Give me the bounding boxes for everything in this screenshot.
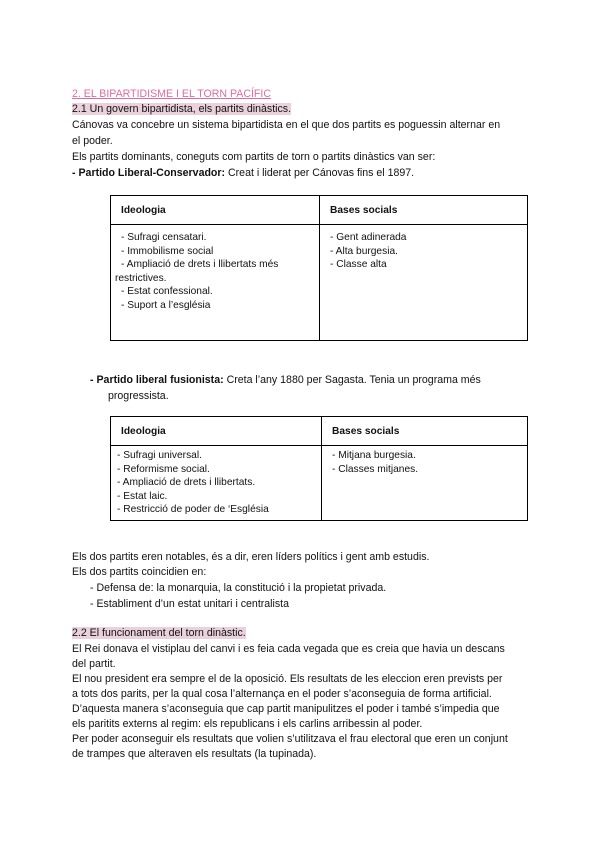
list-item: - Sufragi censatari.	[121, 232, 207, 243]
paragraph-line: a tots dos parits, per la qual cosa l’alternança en el poder s’aconseguia de forma artificial.	[72, 688, 492, 700]
paragraph-line: el poder.	[72, 135, 113, 147]
common-item: - Establiment d’un estat unitari i centralista	[90, 598, 290, 610]
subsection-title-2-text: 2.2 El funcionament del torn dinàstic.	[72, 627, 246, 639]
list-item: - Gent adinerada	[330, 232, 407, 243]
party1-col-ideology-header: Ideologia	[111, 196, 320, 225]
paragraph-line: El nou president era sempre el de la oposició. Els resultats de les eleccion eren prevists per	[72, 673, 503, 685]
subsection-title-1-text: 2.1 Un govern bipartidista, els partits dinàstics.	[72, 103, 292, 115]
list-item: - Mitjana burgesia.	[332, 450, 416, 461]
paragraph-line: de trampes que alteraven els resultats (la tupinada).	[72, 748, 317, 760]
party2-dash: -	[90, 374, 97, 386]
paragraph-line: Cánovas va concebre un sistema bipartidista en el que dos partits es poguessin alternar en	[72, 119, 501, 131]
list-item: - Estat confessional.	[121, 286, 213, 297]
list-item: - Ampliació de drets i llibertats més	[121, 259, 279, 270]
party2-desc: Creta l’any 1880 per Sagasta. Tenia un programa més	[223, 374, 481, 386]
list-item: - Classe alta	[330, 259, 387, 270]
list-item: - Ampliació de drets i llibertats.	[117, 477, 256, 488]
section-title: 2. EL BIPARTIDISME I EL TORN PACÍFIC	[72, 88, 271, 100]
list-item: - Estat laic.	[117, 490, 168, 502]
party1-bases-cell	[320, 225, 528, 341]
paragraph-line: D’aquesta manera s’aconseguia que cap partit manipulitzes el poder i també s’impedia que	[72, 703, 500, 715]
party1-dash: -	[72, 167, 79, 179]
party2-bases-cell	[322, 446, 528, 521]
party2-table	[110, 416, 528, 521]
common-item: - Defensa de: la monarquia, la constitució i la propietat privada.	[90, 582, 387, 594]
list-item: - Reformisme social.	[117, 463, 210, 475]
party1-line	[72, 166, 414, 180]
subsection-title-1	[72, 102, 291, 116]
paragraph-line: El Rei donava el vistiplau del canvi i es feia cada vegada que es creia que havia un descans	[72, 643, 505, 655]
party2-name: Partido liberal fusionista:	[96, 374, 224, 386]
list-item: restrictives.	[115, 272, 167, 284]
list-item: - Suport a l’església	[121, 299, 211, 311]
paragraph-line: els paritits externs al regim: els republicans i els carlins arribessin al poder.	[72, 718, 423, 730]
party2-col-bases-header: Bases socials	[322, 417, 528, 446]
party2-ideology-cell	[111, 446, 322, 521]
party1-name: Partido Liberal-Conservador:	[78, 167, 226, 179]
party2-col-ideology-header: Ideologia	[111, 417, 322, 446]
list-item: - Alta burgesia.	[330, 245, 398, 257]
subsection-title-2	[72, 626, 246, 640]
party2-line	[90, 373, 481, 387]
list-item: - Restricció de poder de ‘Església	[117, 504, 269, 515]
list-item: - Sufragi universal.	[117, 450, 202, 461]
list-item: - Classes mitjanes.	[332, 463, 419, 475]
parties-intro: Els partits dominants, coneguts com partits de torn o partits dinàstics van ser:	[72, 151, 436, 163]
party1-table	[110, 195, 528, 341]
party1-ideology-cell	[111, 225, 320, 341]
party1-desc: Creat i liderat per Cánovas fins el 1897.	[225, 167, 415, 179]
common-line-2: Els dos partits coincidien en:	[72, 566, 207, 578]
paragraph-line: Per poder aconseguir els resultats que volien s’utilitzava el frau electoral que eren un conjunt	[72, 733, 508, 745]
list-item: - Immobilisme social	[121, 245, 214, 257]
party2-desc-line2: progressista.	[108, 390, 169, 402]
common-line-1: Els dos partits eren notables, és a dir, eren líders polítics i gent amb estudis.	[72, 551, 430, 563]
party1-col-bases-header: Bases socials	[320, 196, 528, 225]
paragraph-line: del partit.	[72, 658, 116, 670]
